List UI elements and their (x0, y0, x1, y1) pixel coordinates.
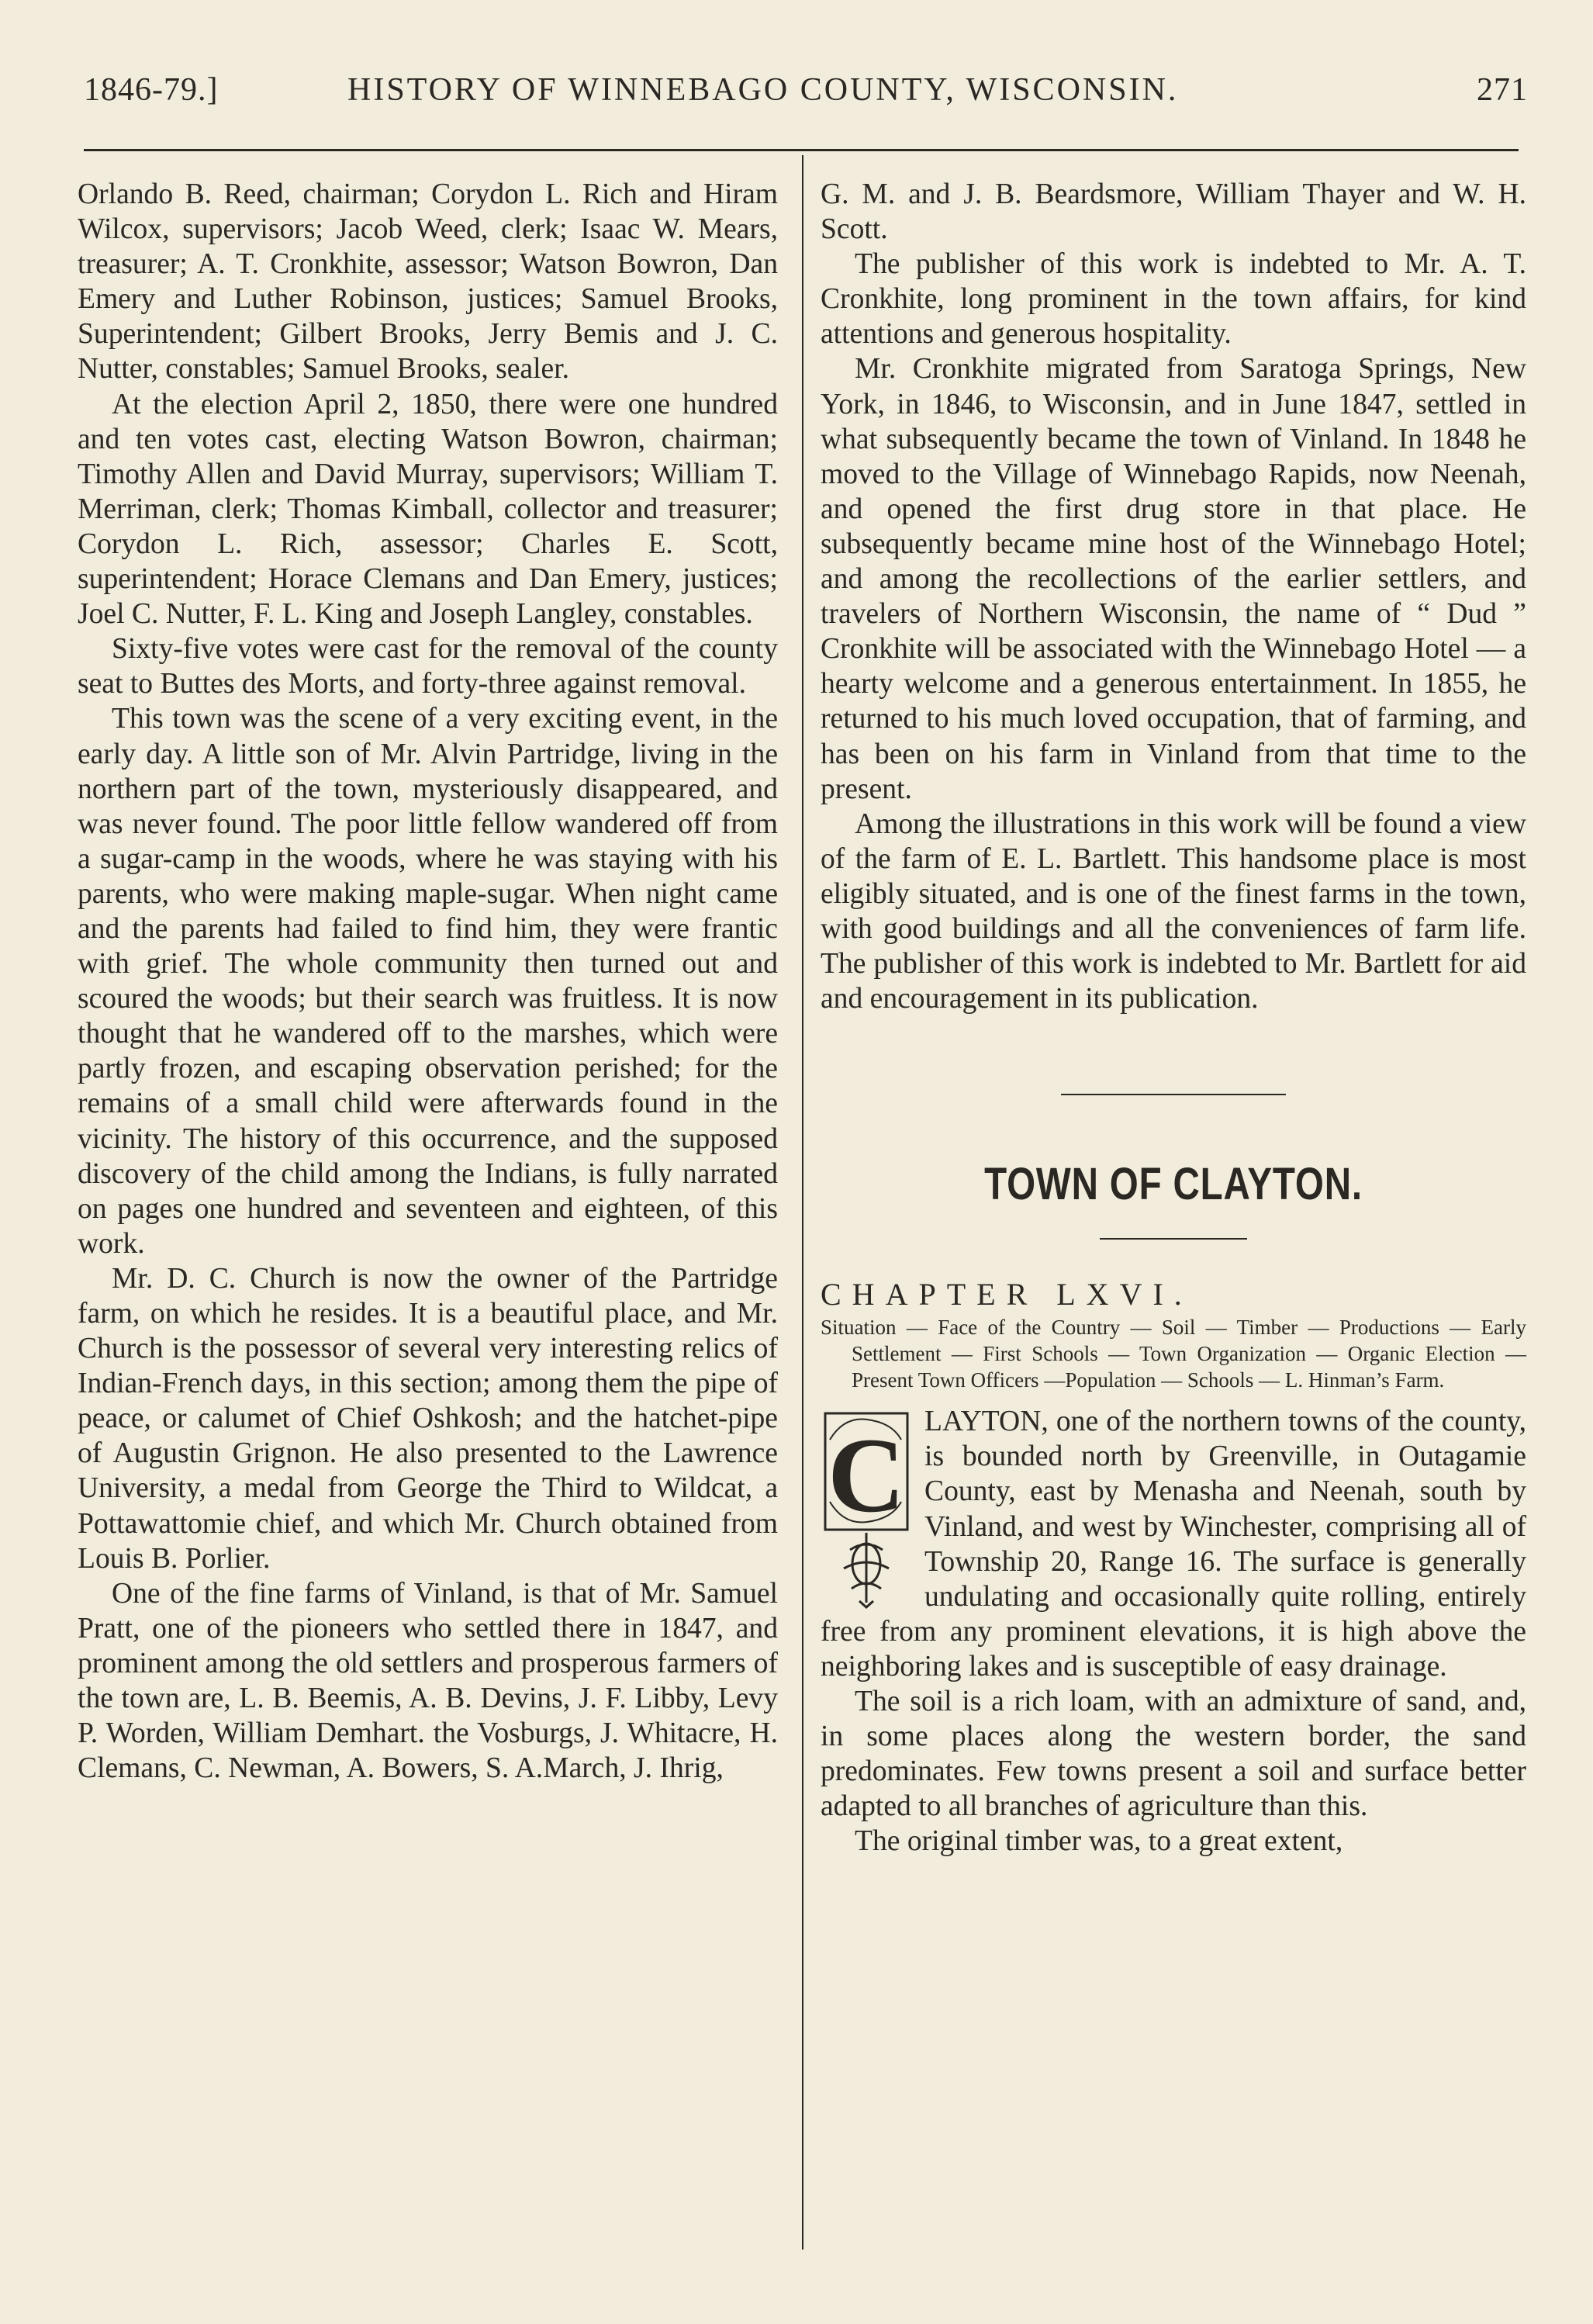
running-head (84, 71, 1528, 118)
paragraph: Mr. D. C. Church is now the owner of the Partridge farm, on which he resides. It is a beautiful place, and Mr. Church is the possessor of several very interesting relics of Indian-French days, in this section; among them the pipe of peace, or calumet of Chief Oshkosh; and the hatchet-pipe of Augustin Grignon. He also presented to the Lawrence University, a medal from George the Third to Wildcat, a Pottawattomie chief, and which Mr. Church obtained from Louis B. Porlier. (78, 1262, 778, 1575)
paragraph: The publisher of this work is indebted to Mr. A. T. Cronkhite, long prominent in the town affairs, for kind attentions and generous hospitality. (821, 248, 1526, 351)
section-divider (1061, 1094, 1286, 1095)
column-divider (802, 155, 803, 2250)
right-column (821, 177, 1526, 1859)
chapter-heading: CHAPTER LXVI. (821, 1277, 1193, 1312)
paragraph: At the election April 2, 1850, there were one hundred and ten votes cast, electing Watson Bowron, chairman; Timothy Allen and David Murray, supervisors; William T. Merriman, clerk; Thomas Kimball, collector and treasurer; Corydon L. Rich, assessor; Charles E. Scott, superintendent; Horace Clemans and Dan Emery, justices; Joel C. Nutter, F. L. King and Joseph Langley, constables. (78, 388, 778, 631)
paragraph: Sixty-five votes were cast for the removal of the county seat to Buttes des Morts, and forty-three against removal. (78, 633, 778, 700)
chapter-synopsis: Situation — Face of the Country — Soil — Timber — Productions — Early Settlement — First Schools — Town Organization — Organic Election — Present Town Officers —Population — Schools — L. Hinman’s Farm. (821, 1316, 1526, 1392)
paragraph: Orlando B. Reed, chairman; Corydon L. Rich and Hiram Wilcox, supervisors; Jacob Weed, clerk; Isaac W. Mears, treasurer; A. T. Cronkhite, assessor; Watson Bowron, Dan Emery and Luther Robinson, justices; Samuel Brooks, Superintendent; Gilbert Brooks, Jerry Bemis and J. C. Nutter, constables; Samuel Brooks, sealer. (78, 178, 778, 386)
section-title: TOWN OF CLAYTON. (984, 1159, 1363, 1210)
paragraph: Among the illustrations in this work will be found a view of the farm of E. L. Bartlett. This handsome place is most eligibly situated, and is one of the finest farms in the town, with good buildings and all the conveniences of farm life. The publisher of this work is indebted to Mr. Bartlett for aid and encouragement in its publication. (821, 808, 1526, 1015)
paragraph: The soil is a rich loam, with an admixture of sand, and, in some places along the western border, the sand predominates. Few towns present a soil and surface better adapted to all branches of agriculture than this. (821, 1686, 1526, 1823)
paragraph: Mr. Cronkhite migrated from Saratoga Springs, New York, in 1846, to Wisconsin, and in June 1847, settled in what subsequently became the town of Vinland. In 1848 he moved to the Village of Winnebago Rapids, now Neenah, and opened the first drug store in that place. He subsequently became mine host of the Winnebago Hotel; and among the recollections of the earlier settlers, and travelers of Northern Wisconsin, the name of “ Dud ” Cronkhite will be associated with the Winnebago Hotel — a hearty welcome and a generous entertainment. In 1855, he returned to his much loved occupation, that of farming, and has been on his farm in Vinland from that time to the present. (821, 353, 1526, 805)
svg-text:C: C (828, 1416, 905, 1535)
left-column (78, 177, 778, 1786)
paragraph: The original timber was, to a great extent, (855, 1825, 1343, 1858)
date-range: 1846-79.] (84, 72, 219, 108)
opening-text: LAYTON, one of the northern towns of the county, is bounded north by Greenville, in Outagamie County, east by Menasha and Neenah, south by Vinland, and west by Winchester, comprising all of Township 20, Range 16. The surface is generally undulating and occasionally quite rolling, entirely free from any prominent elevations, it is high above the neighboring lakes and is susceptible of easy drainage. (821, 1406, 1526, 1682)
page-number: 271 (1477, 72, 1528, 108)
header-rule (84, 149, 1519, 151)
title-underline (1100, 1238, 1247, 1240)
paragraph: One of the fine farms of Vinland, is that of Mr. Samuel Pratt, one of the pioneers who settled there in 1847, and prominent among the old settlers and prosperous farmers of the town are, L. B. Beemis, A. B. Devins, J. F. Libby, Levy P. Worden, William Demhart. the Vosburgs, J. Whitacre, H. Clemans, C. Newman, A. Bowers, S. A.March, J. Ihrig, (78, 1577, 778, 1785)
opening-paragraph (821, 1404, 1526, 1684)
paragraph: This town was the scene of a very exciting event, in the early day. A little son of Mr. Alvin Partridge, living in the northern part of the town, mysteriously disappeared, and was never found. The poor little fellow wandered off from a sugar-camp in the woods, where he was staying with his parents, who were making maple-sugar. When night came and the parents had failed to find him, they were frantic with grief. The whole community then turned out and scoured the woods; but their search was fruitless. It is now thought that he wandered off to the marshes, which were partly frozen, and escaping observation perished; for the remains of a small child were afterwards found in the vicinity. The history of this occurrence, and the supposed discovery of the child among the Indians, is fully narrated on pages one hundred and seventeen and eighteen, of this work. (78, 703, 778, 1260)
book-title: HISTORY OF WINNEBAGO COUNTY, WISCONSIN. (347, 72, 1179, 108)
ornamental-dropcap-c (821, 1409, 912, 1609)
paragraph: G. M. and J. B. Beardsmore, William Thayer and W. H. Scott. (821, 178, 1526, 246)
